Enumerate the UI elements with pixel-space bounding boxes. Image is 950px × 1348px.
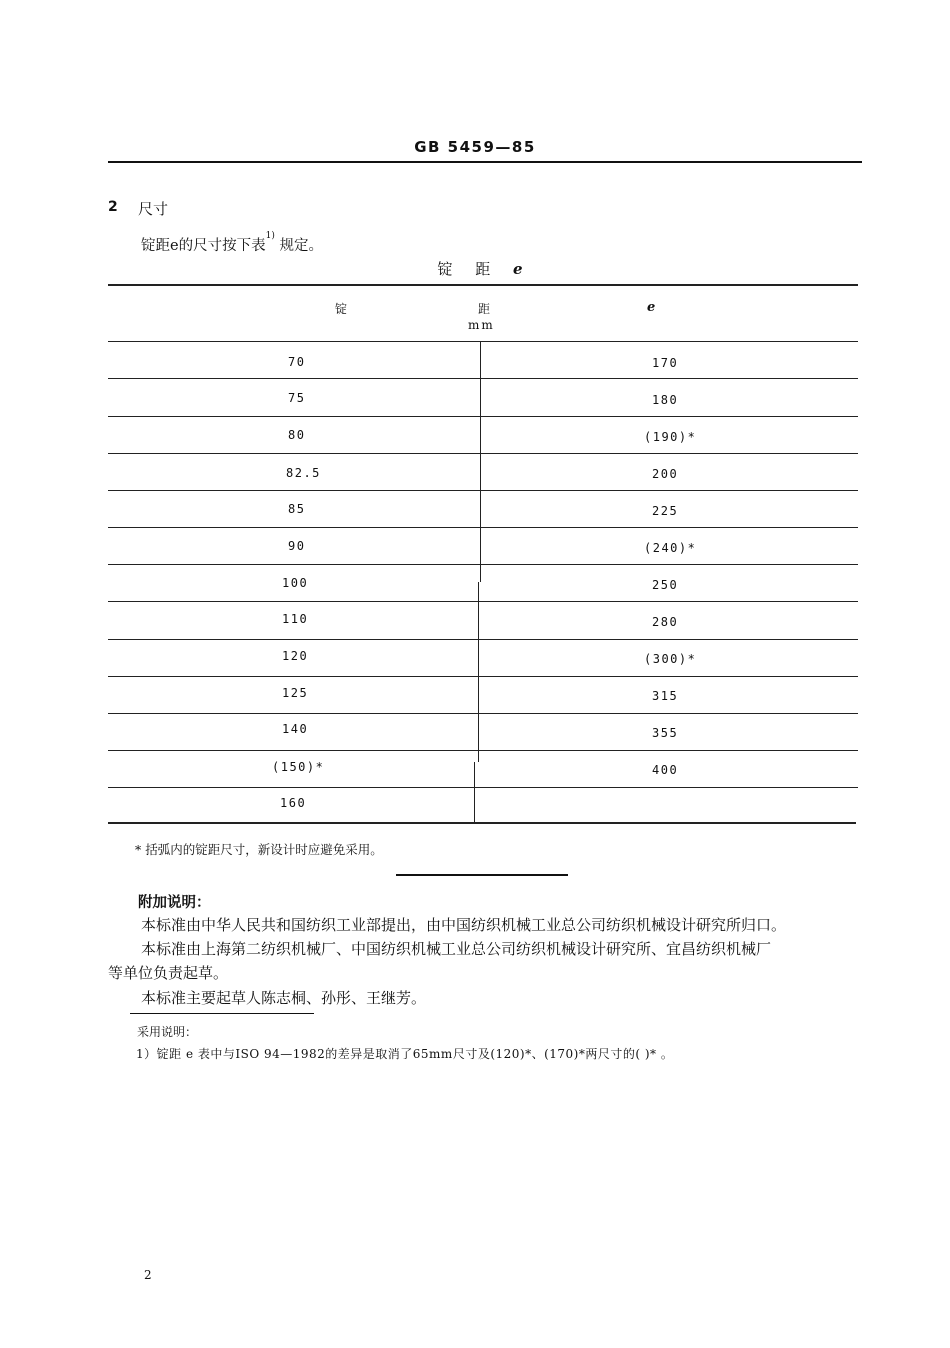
table-cell-spindle: 70 xyxy=(288,355,306,369)
additional-line-2b: 等单位负责起草。 xyxy=(108,964,229,982)
table-top-rule xyxy=(108,284,858,286)
table-cell-e: (300)* xyxy=(644,652,697,666)
section-intro xyxy=(141,231,323,255)
table-cell-e: 170 xyxy=(652,356,679,370)
additional-line-1: 本标准由中华人民共和国纺织工业部提出，由中国纺织机械工业总公司纺织机械设计研究所归口。 xyxy=(141,916,787,934)
table-caption xyxy=(0,258,950,279)
page-number: 2 xyxy=(144,1268,152,1282)
header-left-char-a: 锭 xyxy=(335,302,348,316)
standard-number: GB 5459—85 xyxy=(414,138,536,156)
additional-line-3: 本标准主要起草人陈志桐、孙彤、王继芳。 xyxy=(141,989,427,1007)
table-row-rule xyxy=(108,564,858,565)
table-cell-spindle: 100 xyxy=(282,576,309,590)
table-cell-e: 225 xyxy=(652,504,679,518)
table-row-rule xyxy=(108,639,858,640)
header-rule xyxy=(108,161,862,163)
adoption-title: 采用说明： xyxy=(137,1025,198,1039)
footnote-rule xyxy=(130,1013,314,1014)
table-cell-spindle: 82.5 xyxy=(286,466,321,480)
table-row-rule xyxy=(108,787,858,788)
table-cell-e: 355 xyxy=(652,726,679,740)
table-row-rule xyxy=(108,378,858,379)
table-cell-spindle: 75 xyxy=(288,391,306,405)
separator-rule xyxy=(396,874,568,876)
table-cell-e: 400 xyxy=(652,763,679,777)
header-right: e xyxy=(647,300,656,315)
intro-footnote-ref: 1) xyxy=(265,231,275,241)
table-cell-e: (190)* xyxy=(644,430,697,444)
table-cell-spindle: 90 xyxy=(288,539,306,553)
intro-text: 锭距e的尺寸按下表 xyxy=(141,238,266,254)
table-cell-spindle: 80 xyxy=(288,428,306,442)
table-row-rule xyxy=(108,676,858,677)
table-cell-e: 180 xyxy=(652,393,679,407)
table-row-rule xyxy=(108,713,858,714)
table-row-rule xyxy=(108,416,858,417)
column-divider-middle xyxy=(478,582,479,762)
table-row-rule xyxy=(108,527,858,528)
table-cell-spindle: 140 xyxy=(282,722,309,736)
table-row-rule xyxy=(108,453,858,454)
adoption-footnote: 1）锭距 e 表中与ISO 94—1982的差异是取消了65mm尺寸及(120)*、(170)*两尺寸的( )* 。 xyxy=(136,1047,674,1061)
header-unit: mm xyxy=(468,318,495,332)
table-bottom-rule xyxy=(108,822,856,824)
table-cell-e: 315 xyxy=(652,689,679,703)
table-row-rule xyxy=(108,601,858,602)
section-title: 尺寸 xyxy=(138,200,169,218)
intro-end: 规定。 xyxy=(279,238,323,254)
additional-notes-title: 附加说明： xyxy=(138,894,211,911)
table-cell-e: (240)* xyxy=(644,541,697,555)
table-cell-spindle: 110 xyxy=(282,612,309,626)
table-cell-spindle: 120 xyxy=(282,649,309,663)
table-cell-e: 200 xyxy=(652,467,679,481)
table-cell-spindle: 160 xyxy=(280,796,307,810)
table-caption-symbol: e xyxy=(513,260,523,278)
additional-line-2a: 本标准由上海第二纺织机械厂、中国纺织机械工业总公司纺织机械设计研究所、宜昌纺织机械厂 xyxy=(141,940,772,958)
column-divider-lower xyxy=(474,762,475,822)
header-left-char-b: 距 xyxy=(478,302,491,316)
table-caption-text: 锭 距 xyxy=(437,260,500,278)
table-cell-spindle: 85 xyxy=(288,502,306,516)
table-row-rule xyxy=(108,490,858,491)
table-cell-e: 250 xyxy=(652,578,679,592)
table-cell-e: 280 xyxy=(652,615,679,629)
table-note: * 括弧内的锭距尺寸，新设计时应避免采用。 xyxy=(135,842,383,857)
table-header-rule xyxy=(108,341,858,342)
table-cell-spindle: 125 xyxy=(282,686,309,700)
table-cell-spindle: (150)* xyxy=(272,760,325,774)
table-row-rule xyxy=(108,750,858,751)
section-number: 2 xyxy=(108,199,118,215)
